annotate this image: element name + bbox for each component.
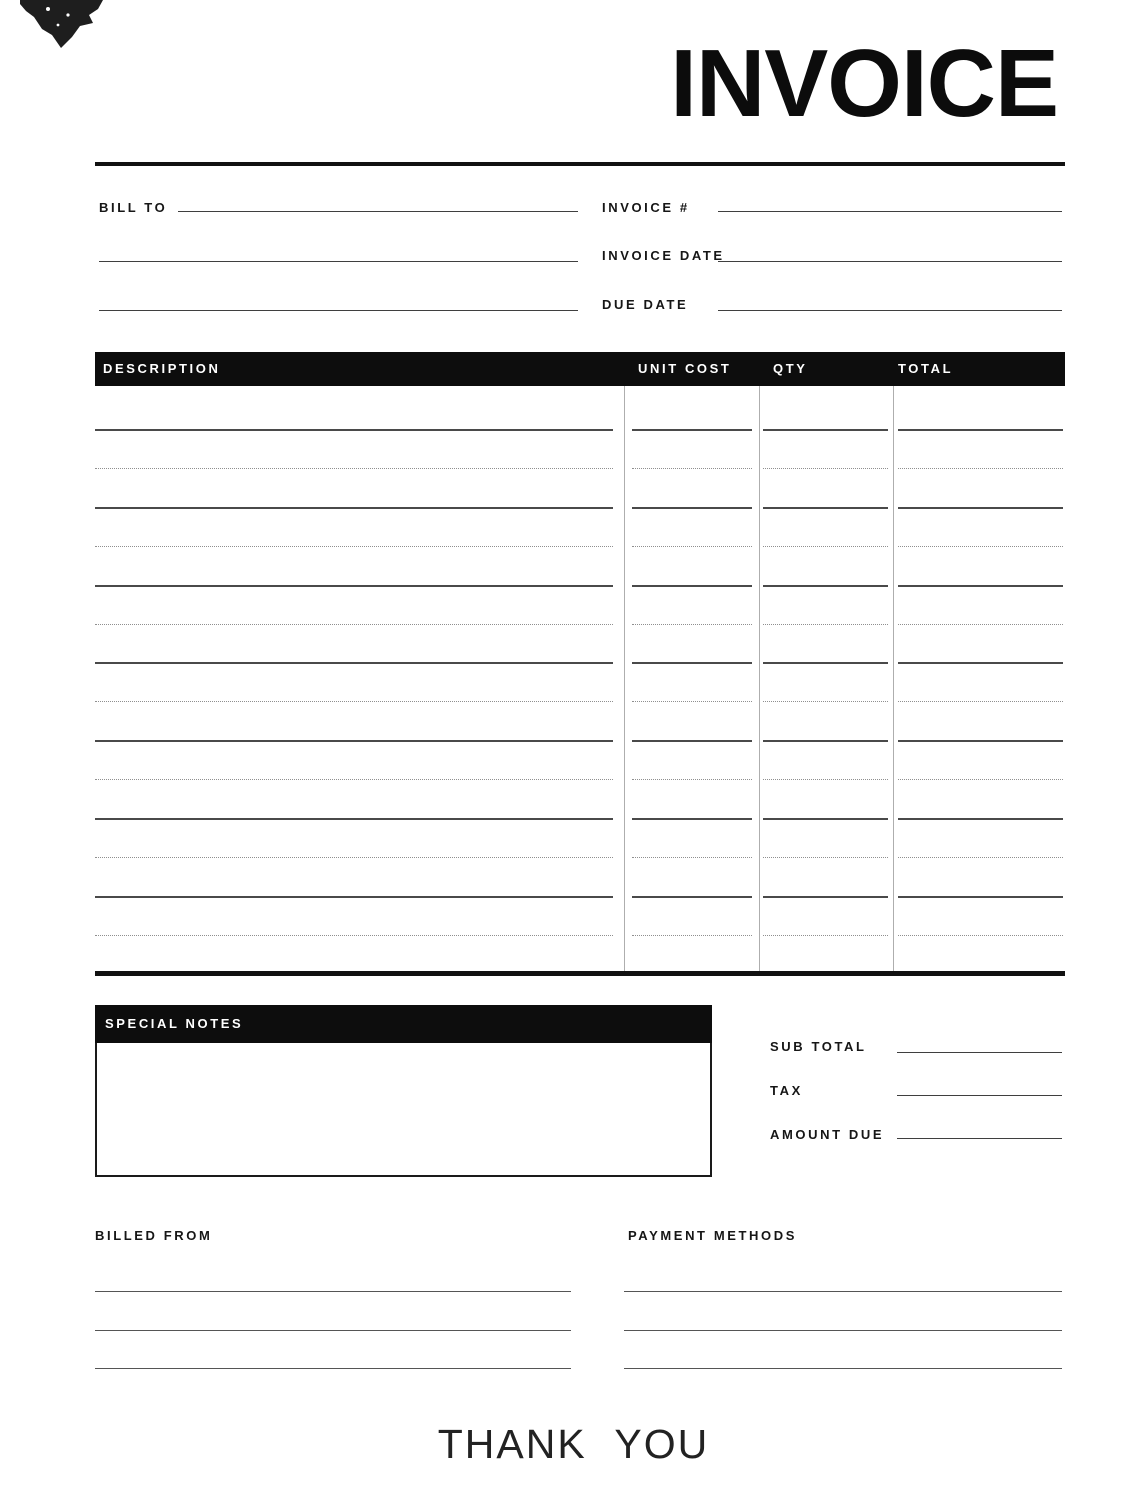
special-notes-label: SPECIAL NOTES <box>105 1016 244 1031</box>
row-line <box>632 662 752 664</box>
row-line <box>632 546 752 547</box>
row-line <box>898 896 1063 898</box>
row-line <box>763 546 888 547</box>
invoice-date-label: INVOICE DATE <box>602 248 725 263</box>
row-line <box>632 585 752 587</box>
row-line <box>632 896 752 898</box>
row-line <box>898 935 1063 936</box>
row-line <box>898 468 1063 469</box>
payment-methods-line-3[interactable] <box>624 1368 1062 1369</box>
sub-total-line[interactable] <box>897 1052 1062 1053</box>
column-divider-3 <box>893 386 894 971</box>
amount-due-label: AMOUNT DUE <box>770 1127 885 1142</box>
items-table-header <box>95 352 1065 386</box>
special-notes-header <box>95 1005 712 1043</box>
row-line <box>632 818 752 820</box>
row-line <box>632 857 752 858</box>
invoice-date-line[interactable] <box>718 261 1062 262</box>
row-line <box>898 701 1063 702</box>
row-line <box>95 857 613 858</box>
row-line <box>763 818 888 820</box>
row-line <box>95 468 613 469</box>
row-line <box>763 740 888 742</box>
invoice-number-label: INVOICE # <box>602 200 690 215</box>
row-line <box>898 779 1063 780</box>
row-line <box>632 507 752 509</box>
row-line <box>898 585 1063 587</box>
row-line <box>95 662 613 664</box>
billed-from-line-3[interactable] <box>95 1368 571 1369</box>
column-unit-cost: UNIT COST <box>638 361 732 376</box>
special-notes-box <box>95 1005 712 1177</box>
row-line <box>898 546 1063 547</box>
payment-methods-line-1[interactable] <box>624 1291 1062 1292</box>
row-line <box>763 857 888 858</box>
page-title: INVOICE <box>670 30 1058 137</box>
tax-label: TAX <box>770 1083 803 1098</box>
bill-to-label: BILL TO <box>99 200 168 215</box>
amount-due-line[interactable] <box>897 1138 1062 1139</box>
tax-line[interactable] <box>897 1095 1062 1096</box>
billed-from-line-1[interactable] <box>95 1291 571 1292</box>
row-line <box>632 624 752 625</box>
row-line <box>898 818 1063 820</box>
column-total: TOTAL <box>898 361 954 376</box>
row-line <box>898 429 1063 431</box>
row-line <box>763 662 888 664</box>
row-line <box>632 935 752 936</box>
items-table <box>95 352 1065 976</box>
row-line <box>95 507 613 509</box>
row-line <box>763 701 888 702</box>
row-line <box>763 935 888 936</box>
row-line <box>763 896 888 898</box>
bill-to-line-1[interactable] <box>178 211 578 212</box>
row-line <box>632 740 752 742</box>
row-line <box>95 624 613 625</box>
sub-total-label: SUB TOTAL <box>770 1039 867 1054</box>
row-line <box>95 779 613 780</box>
invoice-number-line[interactable] <box>718 211 1062 212</box>
billed-from-label: BILLED FROM <box>95 1228 213 1243</box>
row-line <box>763 779 888 780</box>
table-bottom-rule <box>95 971 1065 976</box>
row-line <box>632 701 752 702</box>
row-line <box>632 429 752 431</box>
row-line <box>632 468 752 469</box>
row-line <box>898 624 1063 625</box>
due-date-label: DUE DATE <box>602 297 689 312</box>
row-line <box>763 507 888 509</box>
row-line <box>95 546 613 547</box>
row-line <box>898 507 1063 509</box>
row-line <box>763 468 888 469</box>
torn-paper-corner-icon <box>14 0 109 52</box>
row-line <box>95 935 613 936</box>
payment-methods-line-2[interactable] <box>624 1330 1062 1331</box>
row-line <box>898 857 1063 858</box>
row-line <box>95 701 613 702</box>
row-line <box>763 429 888 431</box>
billed-from-line-2[interactable] <box>95 1330 571 1331</box>
row-line <box>95 896 613 898</box>
row-line <box>763 585 888 587</box>
special-notes-area[interactable] <box>97 1043 710 1175</box>
thank-you-text: THANK YOU <box>437 1421 710 1467</box>
row-line <box>95 585 613 587</box>
header-rule <box>95 162 1065 166</box>
column-divider-2 <box>759 386 760 971</box>
due-date-line[interactable] <box>718 310 1062 311</box>
column-description: DESCRIPTION <box>103 361 221 376</box>
row-line <box>95 818 613 820</box>
column-qty: QTY <box>773 361 808 376</box>
row-line <box>898 740 1063 742</box>
row-line <box>95 740 613 742</box>
bill-to-line-2[interactable] <box>99 261 578 262</box>
row-line <box>898 662 1063 664</box>
row-line <box>95 429 613 431</box>
row-line <box>763 624 888 625</box>
column-divider-1 <box>624 386 625 971</box>
bill-to-line-3[interactable] <box>99 310 578 311</box>
payment-methods-label: PAYMENT METHODS <box>628 1228 798 1243</box>
row-line <box>632 779 752 780</box>
